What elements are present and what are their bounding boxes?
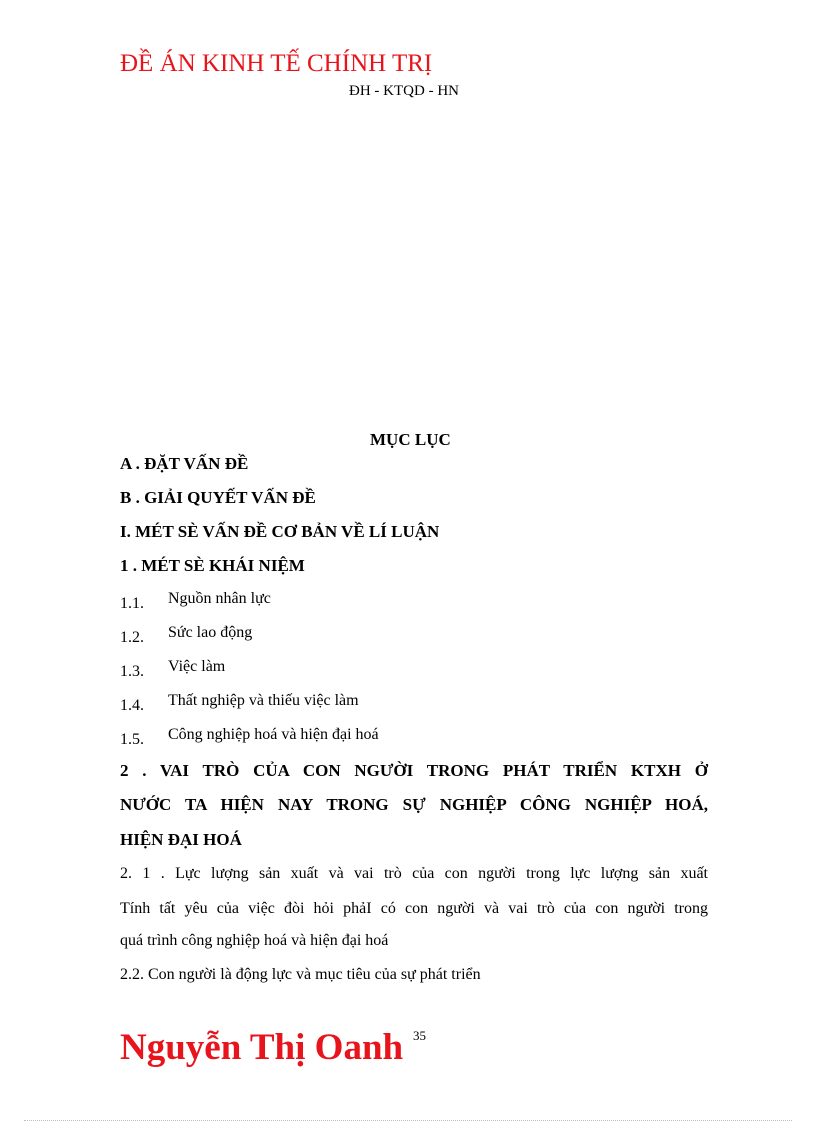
toc-item: [120, 692, 359, 714]
toc-item-label: Sức lao động: [168, 624, 253, 641]
toc-item-number: 1.3.: [120, 663, 144, 680]
footer-author-name: Nguyễn Thị Oanh: [120, 1027, 404, 1068]
document-header-subtitle: ĐH - KTQD - HN: [349, 83, 459, 99]
toc-item-number: 1.5.: [120, 731, 144, 748]
toc-subsection-2-line-3: HIỆN ĐẠI HOÁ: [120, 830, 242, 849]
document-header-title: ĐỀ ÁN KINH TẾ CHÍNH TRỊ: [120, 50, 433, 77]
toc-part-a: A . ĐẶT VẤN ĐỀ: [120, 454, 249, 473]
toc-item-2-2: 2.2. Con người là động lực và mục tiêu của sự phát triển: [120, 966, 481, 983]
toc-item: [120, 726, 379, 748]
toc-subsection-1: 1 . MÉT SÈ KHÁI NIỆM: [120, 556, 305, 575]
toc-part-b: B . GIẢI QUYẾT VẤN ĐỀ: [120, 488, 316, 507]
toc-item-label: Thất nghiệp và thiếu việc làm: [168, 692, 359, 709]
toc-item-number: 1.1.: [120, 595, 144, 612]
toc-item-label: Việc làm: [168, 658, 226, 675]
toc-item-2-1-line-2: Tính tất yêu của việc đòi hỏi phảI có con người và vai trò của con người trong: [120, 900, 708, 917]
toc-item: [120, 624, 253, 646]
toc-item-label: Công nghiệp hoá và hiện đại hoá: [168, 726, 379, 743]
toc-subsection-2-line-1: 2 . VAI TRÒ CỦA CON NGƯỜI TRONG PHÁT TRIỂN KTXH Ở: [120, 761, 708, 780]
page-number: 35: [413, 1028, 426, 1043]
toc-item-2-1-line-3: quá trình công nghiệp hoá và hiện đại hoá: [120, 932, 389, 949]
toc-item-2-1-line-1: 2. 1 . Lực lượng sản xuất và vai trò của con người trong lực lượng sản xuất: [120, 865, 708, 882]
toc-item-number: 1.2.: [120, 629, 144, 646]
page-bottom-divider: [24, 1120, 792, 1121]
toc-item: [120, 590, 271, 612]
toc-item: [120, 658, 226, 680]
toc-item-label: Nguồn nhân lực: [168, 590, 271, 607]
toc-title: MỤC LỤC: [370, 430, 451, 449]
toc-section-1: I. MÉT SÈ VẤN ĐỀ CƠ BẢN VỀ LÍ LUẬN: [120, 522, 440, 541]
toc-subsection-2-line-2: NƯỚC TA HIỆN NAY TRONG SỰ NGHIỆP CÔNG NGHIỆP HOÁ,: [120, 795, 708, 814]
toc-item-number: 1.4.: [120, 697, 144, 714]
